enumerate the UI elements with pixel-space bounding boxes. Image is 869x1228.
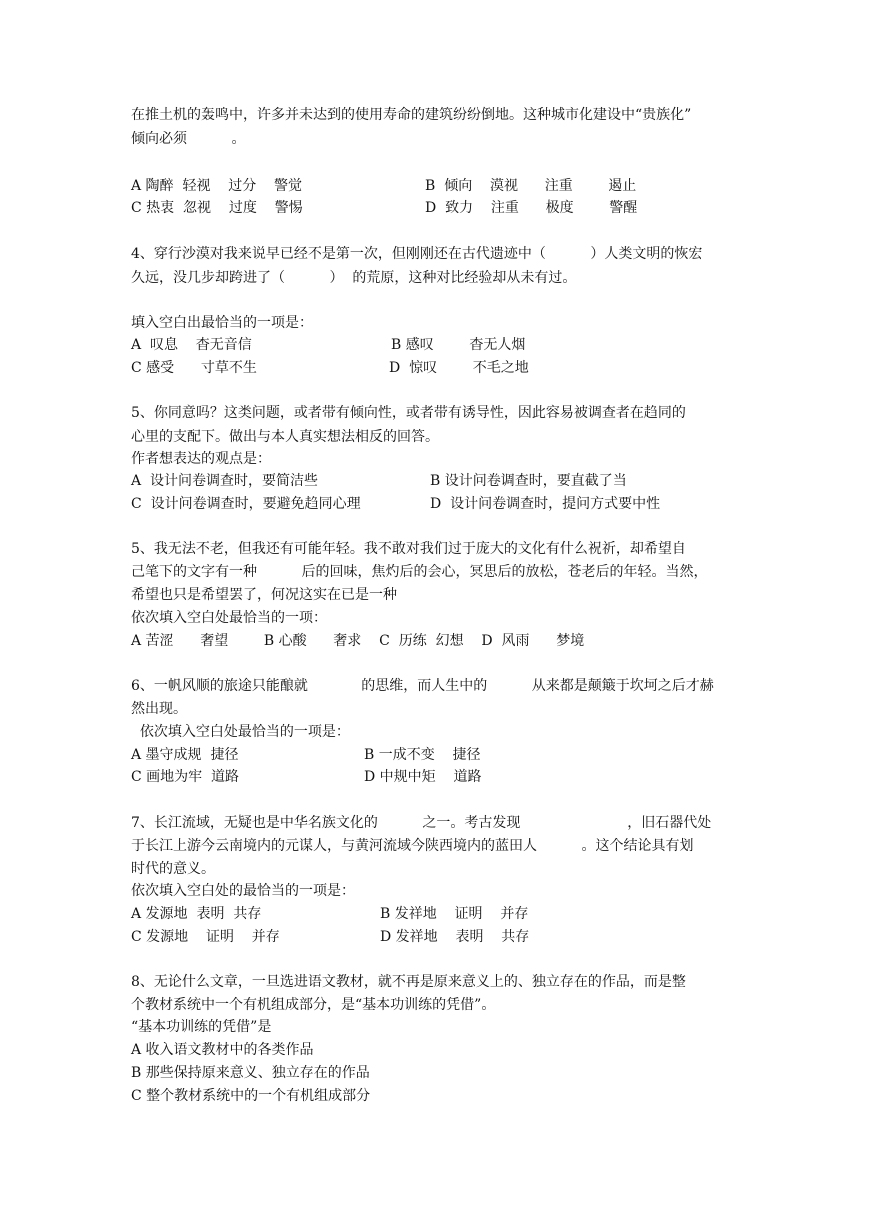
q7-option-b: B 发祥地 证明 并存 xyxy=(380,906,529,922)
q5a-option-a: A 设计问卷调查时，要简洁些 xyxy=(131,473,319,489)
q3-option-d: D 致力 注重 极度 警醒 xyxy=(425,200,638,216)
q7-stem-line-3: 时代的意义。 xyxy=(131,861,215,877)
q6-option-d: D 中规中矩 道路 xyxy=(364,769,482,785)
q4-prompt: 填入空白出最恰当的一项是： xyxy=(131,315,313,331)
q4-option-a: A 叹息 杳无音信 xyxy=(131,337,252,353)
q7-option-c: C 发源地 证明 并存 xyxy=(131,929,280,945)
q5a-prompt: 作者想表达的观点是： xyxy=(131,451,271,467)
q3-stem-line-1: 在推土机的轰鸣中，许多并未达到的使用寿命的建筑纷纷倒地。这种城市化建设中“贵族化” xyxy=(131,107,692,123)
q5b-stem-line-3: 希望也只是希望罢了，何况这实在已是一种 xyxy=(131,587,397,603)
q7-option-a: A 发源地 表明 共存 xyxy=(131,906,262,922)
q3-stem-line-2: 倾向必须 。 xyxy=(131,131,246,147)
q3-option-b: B 倾向 漠视 注重 遏止 xyxy=(425,178,637,194)
q4-stem-line-2: 久远，没几步却跨进了（ ） 的荒原，这种对比经验却从未有过。 xyxy=(131,270,577,286)
q5a-option-c: C 设计问卷调查时，要避免趋同心理 xyxy=(131,496,361,512)
q5b-prompt: 依次填入空白处最恰当的一项： xyxy=(131,610,327,626)
q3-option-c: C 热衷 忽视 过度 警惕 xyxy=(131,200,303,216)
q4-option-d: D 惊叹 不毛之地 xyxy=(389,360,529,376)
q6-option-a: A 墨守成规 捷径 xyxy=(131,747,239,763)
q5a-stem-line-2: 心里的支配下。做出与本人真实想法相反的回答。 xyxy=(131,429,439,445)
q7-stem-line-2: 于长江上游今云南境内的元谋人，与黄河流域今陕西境内的蓝田人 。这个结论具有划 xyxy=(131,838,694,854)
q6-prompt: 依次填入空白处最恰当的一项是： xyxy=(131,724,350,740)
q5b-stem-line-2: 己笔下的文字有一种 后的回味，焦灼后的会心，冥思后的放松，苍老后的年轻。当然， xyxy=(131,564,708,580)
q6-stem-line-2: 然出现。 xyxy=(131,701,187,717)
q6-option-b: B 一成不变 捷径 xyxy=(364,747,481,763)
q8-prompt: “基本功训练的凭借”是 xyxy=(131,1019,272,1035)
q5a-option-b: B 设计问卷调查时，要直截了当 xyxy=(430,473,627,489)
q7-prompt: 依次填入空白处的最恰当的一项是： xyxy=(131,883,355,899)
q8-option-a: A 收入语文教材中的各类作品 xyxy=(131,1042,314,1058)
q8-option-c: C 整个教材系统中的一个有机组成部分 xyxy=(131,1088,371,1104)
q6-stem-line-1: 6、一帆风顺的旅途只能酿就 的思维，而人生中的 从来都是颠簸于坎坷之后才赫 xyxy=(131,678,714,694)
q8-stem-line-1: 8、无论什么文章，一旦选进语文教材，就不再是原来意义上的、独立存在的作品，而是整 xyxy=(131,974,686,990)
q4-stem-line-1: 4、穿行沙漠对我来说早已经不是第一次，但刚刚还在古代遗迹中（ ）人类文明的恢宏 xyxy=(131,246,703,262)
q8-option-b: B 那些保持原来意义、独立存在的作品 xyxy=(131,1065,370,1081)
q4-option-c: C 感受 寸草不生 xyxy=(131,360,257,376)
q7-option-d: D 发祥地 表明 共存 xyxy=(380,929,530,945)
q7-stem-line-1: 7、长江流域，无疑也是中华名族文化的 之一。考古发现 ，旧石器代处 xyxy=(131,815,712,831)
q8-stem-line-2: 个教材系统中一个有机组成部分，是“基本功训练的凭借”。 xyxy=(131,997,496,1013)
q3-option-a: A 陶醉 轻视 过分 警觉 xyxy=(131,178,303,194)
q6-option-c: C 画地为牢 道路 xyxy=(131,769,240,785)
q5b-options: A 苦涩 奢望 B 心酸 奢求 C 历练 幻想 D 风雨 梦境 xyxy=(131,633,585,649)
q4-option-b: B 感叹 杳无人烟 xyxy=(391,337,526,353)
q5b-stem-line-1: 5、我无法不老，但我还有可能年轻。我不敢对我们过于庞大的文化有什么祝祈，却希望自 xyxy=(131,541,686,557)
q5a-stem-line-1: 5、你同意吗？这类问题，或者带有倾向性，或者带有诱导性，因此容易被调查者在趋同的 xyxy=(131,405,686,421)
q5a-option-d: D 设计问卷调查时，提问方式要中性 xyxy=(430,496,661,512)
